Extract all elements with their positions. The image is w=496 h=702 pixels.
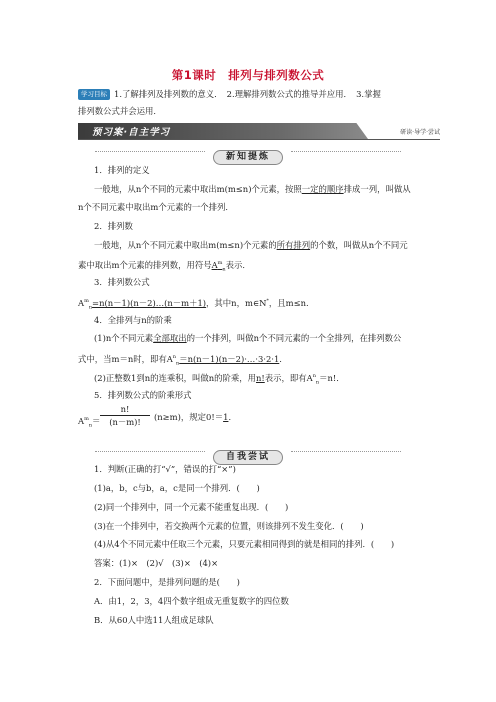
- underline-one: 1: [223, 412, 229, 422]
- banner-divider: [78, 139, 440, 140]
- underline-factorial: n!: [255, 372, 265, 383]
- question-1-item-2: (2)同一个排列中，同一个元素不能重复出现．( ): [94, 502, 289, 512]
- formula-expression: =n(n－1)(n－2)…(n－m＋1): [92, 297, 207, 308]
- question-1-item-3: (3)在一个排列中，若交换两个元素的位置，则该排列不发生变化．( ): [94, 521, 364, 531]
- goals-line-1: 1.了解排列及排列数的意义． 2.理解排列数公式的推导并应用． 3.掌握: [114, 89, 381, 99]
- question-1-item-1: (1)a，b，c与b，a，c是同一个排列．( ): [94, 483, 260, 493]
- banner-subtitle: 研读·导学·尝试: [400, 129, 440, 136]
- question-1: 1．判断(正确的打“√”，错误的打“×”): [94, 464, 236, 474]
- number-line-2: 素中取出m个元素的排列数，用符号$A^m_n$表示．: [78, 259, 251, 273]
- definition-line-2: n个不同元素中取出m个元素的一个排列．: [78, 202, 234, 212]
- full-permutation-expression: ＝n(n－1)(n－2)·…·3·2·1: [179, 353, 280, 364]
- fraction-denominator: (n－m)!: [109, 417, 141, 427]
- heading-formula: 3．排列数公式: [94, 277, 150, 287]
- goals-line-2: 排列数公式并会运用．: [78, 106, 162, 116]
- symbol-A: $A^m_n$: [211, 259, 226, 273]
- goals-tag: 学习目标: [78, 89, 110, 100]
- factorial-line-3: (2)正整数1到n的连乘积，叫做n的阶乘，用n!表示，即有$A^n_n=n$!．: [94, 372, 345, 386]
- definition-line-1: 一般地，从n个不同的元素中取出m(m≤n)个元素，按照一定的顺序排成一列，叫做从: [94, 184, 411, 194]
- option-a: A．由1，2，3，4四个数字组成无重复数字的四位数: [94, 596, 289, 606]
- question-2: 2．下面问题中，是排列问题的是( ): [94, 577, 240, 587]
- heading-factorial: 4．全排列与n的阶乘: [94, 315, 172, 325]
- preview-banner: [78, 123, 440, 139]
- answer-line: 答案：(1)× (2)√ (3)× (4)×: [94, 558, 219, 568]
- fraction-numerator: n!: [120, 404, 130, 414]
- underline-all-permutations: 所有排列: [276, 240, 311, 250]
- formula-line: $A^m_n=n(n-1)(n-2)\dots(n-m+1)$，其中n，m∈N*，且m≤n.: [78, 297, 309, 311]
- heading-definition: 1．排列的定义: [94, 165, 150, 175]
- section-pill-label: 新知提炼: [213, 150, 283, 165]
- number-line-1: 一般地，从n个不同元素中取出m(m≤n)个元素的所有排列的个数，叫做从n个不同元: [94, 240, 408, 250]
- question-1-item-4: (4)从4个不同元素中任取三个元素，只要元素相同得到的就是相同的排列．( ): [94, 539, 395, 549]
- lesson-title: 第1课时 排列与排列数公式: [171, 68, 325, 82]
- section-pill-label-2: 自我尝试: [213, 450, 283, 465]
- underline-all-out: 全部取出: [153, 333, 187, 343]
- heading-number: 2．排列数: [94, 221, 133, 231]
- factorial-line-1: (1)n个不同元素全部取出的一个排列，叫做n个不同元素的一个全排列，在排列数公: [94, 333, 402, 343]
- learning-goals: [78, 86, 438, 120]
- factorial-form-formula: $A^m_n=$ n! (n－m)! (n≥m)，规定0!＝1．: [78, 404, 237, 429]
- factorial-line-2: 式中，当m＝n时，即有$A^n_n=n(n-1)(n-2)\cdot\dots\cdot 3\cdot 2\cdot 1$.: [78, 353, 282, 367]
- banner-title: 预习案·自主学习: [92, 127, 171, 138]
- heading-factorial-form: 5．排列数公式的阶乘形式: [94, 390, 192, 400]
- underline-order: 一定的顺序: [301, 184, 344, 194]
- option-b: B．从60人中选11人组成足球队: [94, 615, 214, 625]
